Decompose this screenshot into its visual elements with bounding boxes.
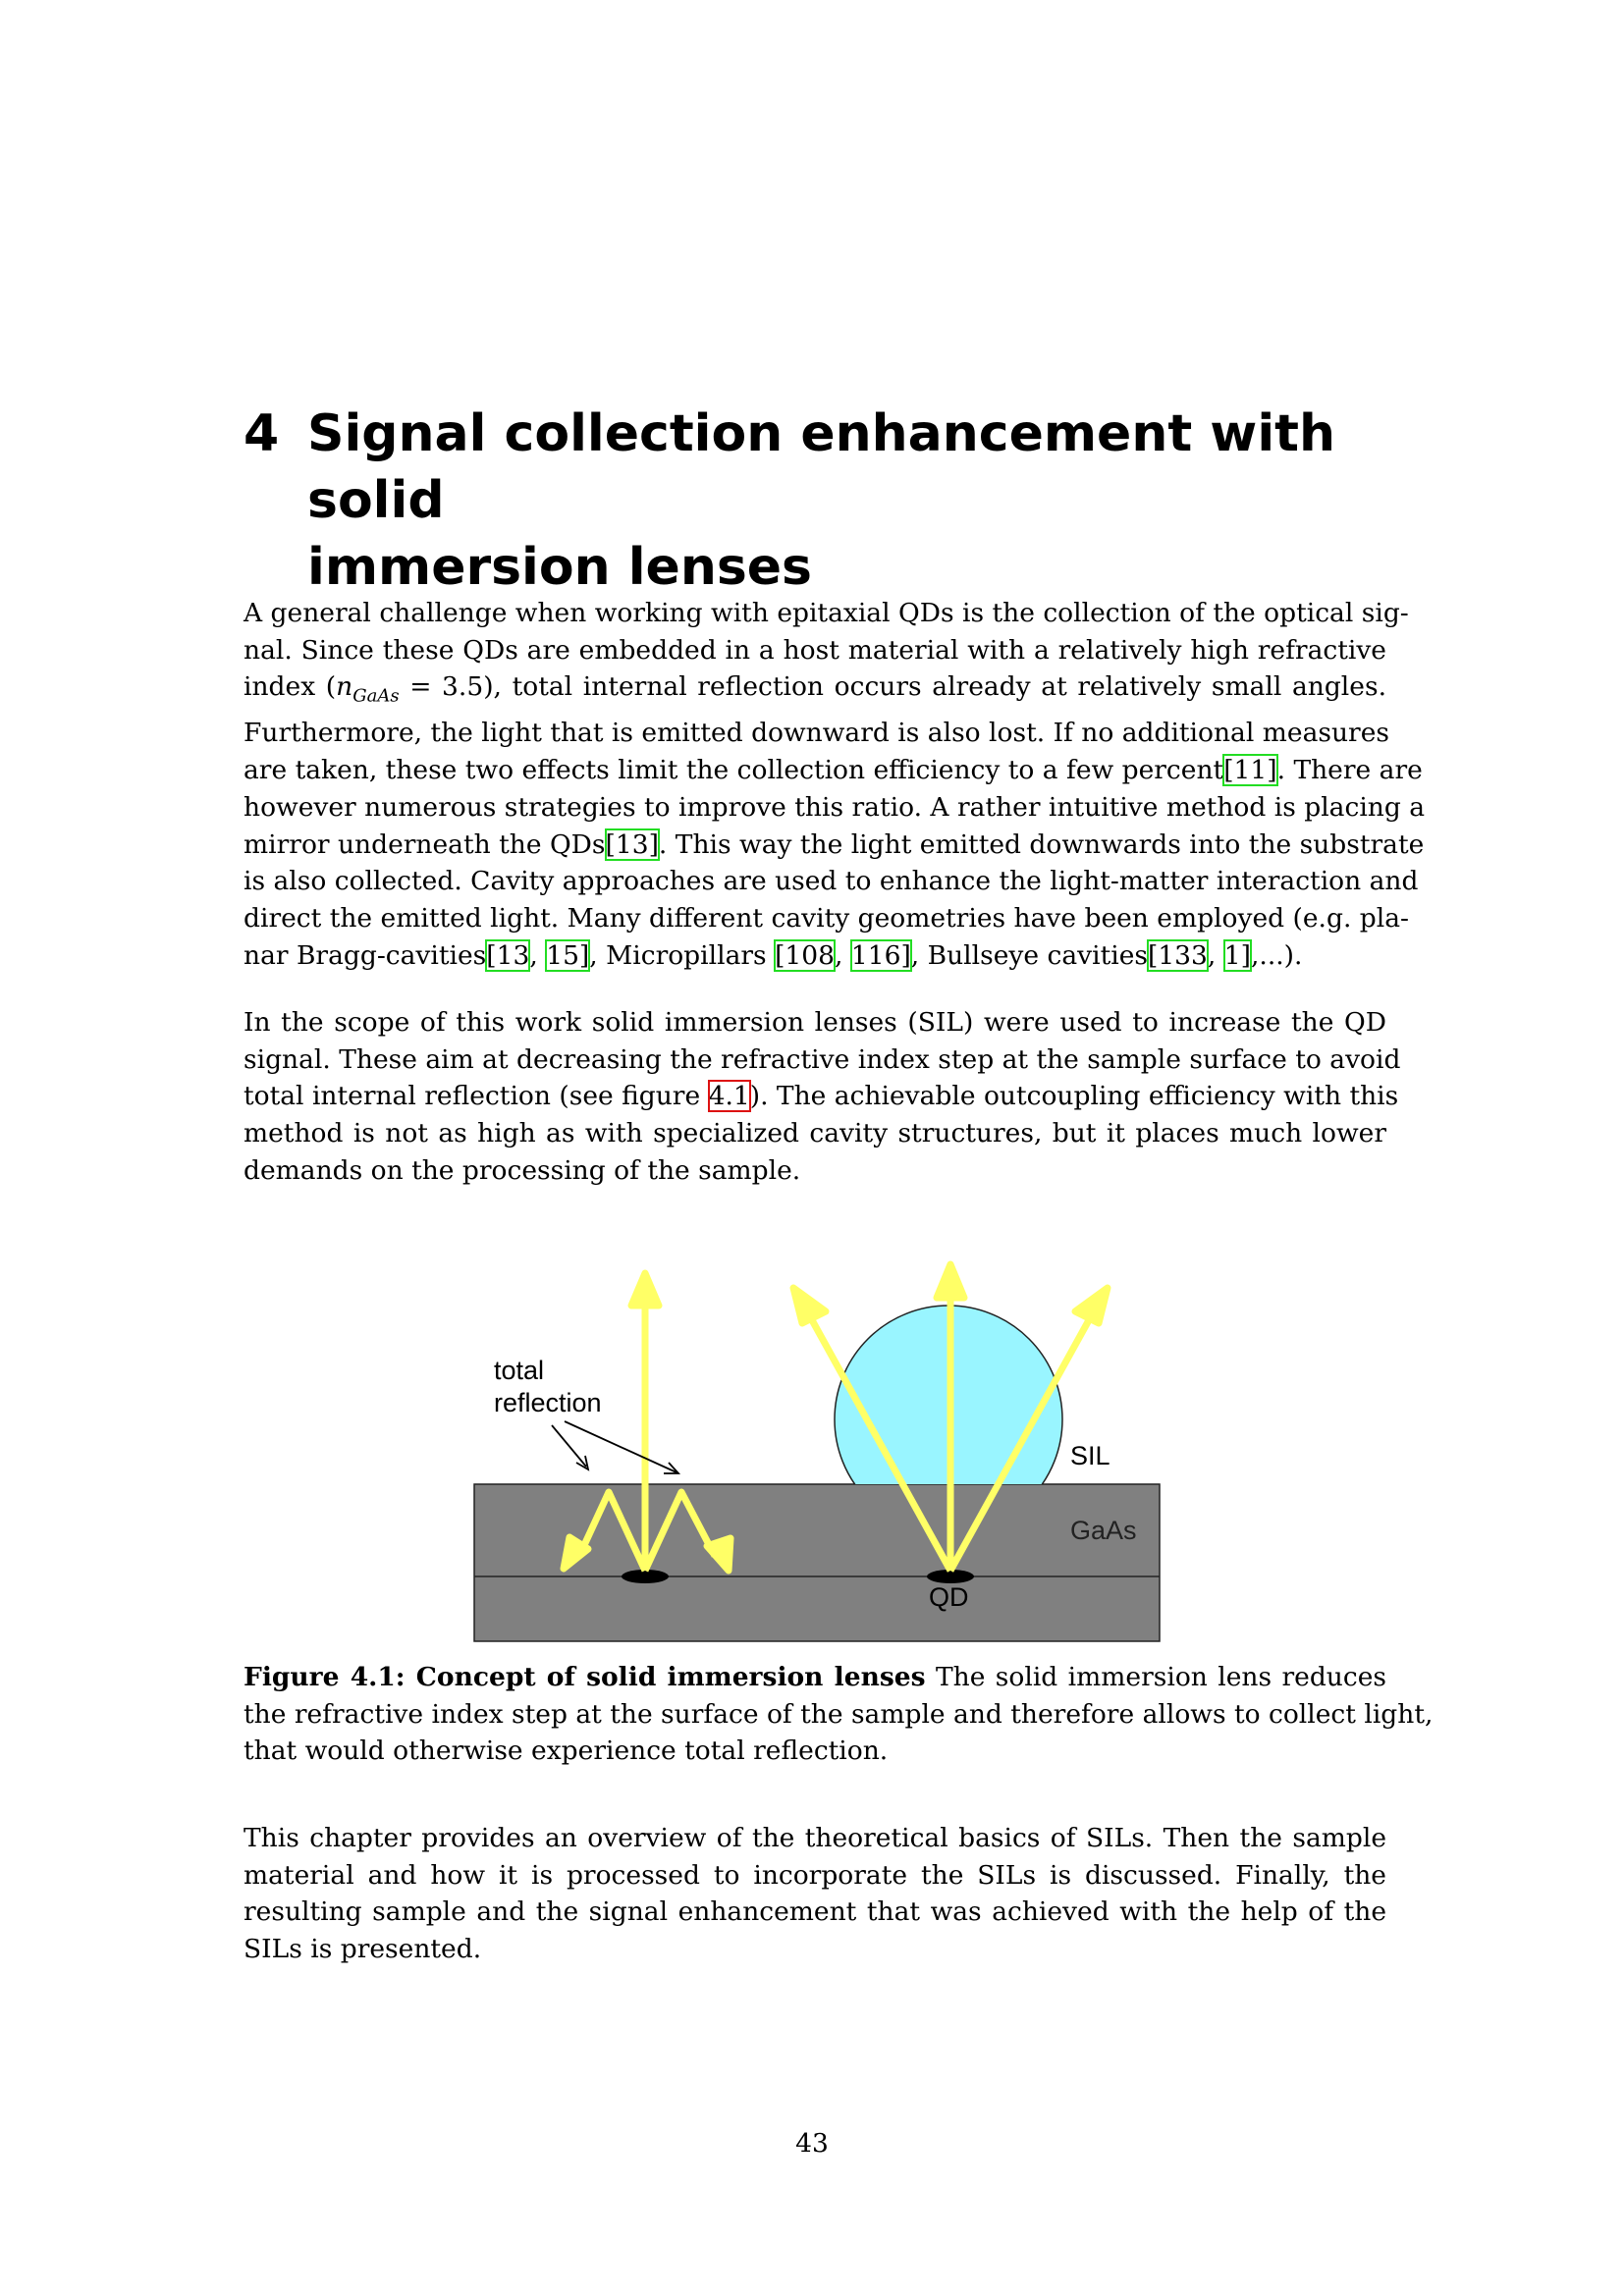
caption-line: the refractive index step at the surface of the sample and therefore allows to collect light, (244, 1698, 1434, 1730)
text-line: mirror underneath the QDs[13]. This way the light emitted downwards into the substrate (244, 828, 1425, 860)
citation-link[interactable]: [13 (486, 939, 530, 971)
citation-link[interactable]: 15] (546, 939, 590, 971)
text-line: signal. These aim at decreasing the refractive index step at the sample surface to avoid (244, 1043, 1401, 1075)
citation-link[interactable]: 116] (850, 939, 911, 971)
caption-label: Figure 4.1: Concept of solid immersion lenses (244, 1662, 926, 1692)
label-qd: QD (929, 1582, 969, 1612)
text-line: index $(n_{GaAs} = 3.5)$, total internal reflection occurs already at relatively small angles. (244, 671, 1386, 707)
paragraph-scope (244, 1004, 1401, 1190)
text-line: direct the emitted light. Many different cavity geometries have been employed (e.g. pla- (244, 902, 1409, 934)
citation-link[interactable]: [11] (1223, 755, 1277, 786)
text-line: nar Bragg-cavities[13, 15], Micropillars [108, 116], Bullseye cavities[133, 1],...). (244, 939, 1303, 971)
label-reflection: reflection (494, 1388, 602, 1417)
label-sil: SIL (1070, 1441, 1110, 1470)
citation-link[interactable]: [13] (605, 828, 659, 860)
quantum-dot-left (622, 1570, 669, 1583)
math-n: n (336, 671, 353, 703)
annotation-arrow (552, 1425, 586, 1467)
text-line: resulting sample and the signal enhancement that was achieved with the help of the (244, 1896, 1386, 1928)
caption-line: that would otherwise experience total reflection. (244, 1735, 889, 1767)
text-line: SILs is presented. (244, 1934, 482, 1965)
text-line: are taken, these two effects limit the collection efficiency to a few percent[11]. There are (244, 755, 1423, 786)
citation-link[interactable]: 1] (1223, 939, 1251, 971)
math-subscript: GaAs (352, 685, 400, 707)
text-line: Furthermore, the light that is emitted downward is also lost. If no additional measures (244, 718, 1389, 749)
chapter-title (307, 400, 1417, 601)
sil-concept-figure (461, 1247, 1168, 1649)
quantum-dot-right (927, 1570, 974, 1583)
page-number: 43 (795, 2128, 829, 2159)
text-line: is also collected. Cavity approaches are used to enhance the light-matter interaction and (244, 866, 1419, 897)
text-line: This chapter provides an overview of the theoretical basics of SILs. Then the sample (244, 1823, 1386, 1853)
chapter-title-line: immersion lenses (307, 538, 813, 597)
arrowhead (1075, 1288, 1108, 1323)
citation-link[interactable]: [133 (1147, 939, 1208, 971)
text-line: In the scope of this work solid immersion lenses (SIL) were used to increase the QD (244, 1007, 1386, 1038)
text-line: demands on the processing of the sample. (244, 1154, 801, 1186)
arrowhead (937, 1264, 964, 1298)
chapter-number: 4 (244, 404, 280, 463)
paragraph-intro (244, 595, 1426, 974)
chapter-title-line: Signal collection enhancement with solid (307, 404, 1336, 530)
arrowhead (793, 1288, 826, 1323)
figure-reference-link[interactable]: 4.1 (708, 1081, 750, 1112)
text-line: however numerous strategies to improve this ratio. A rather intuitive method is placing a (244, 791, 1426, 823)
text-line: total internal reflection (see figure 4.1). The achievable outcoupling efficiency with this (244, 1081, 1399, 1112)
paragraph-overview (244, 1820, 1386, 1968)
text-line: method is not as high as with specialized cavity structures, but it places much lower (244, 1118, 1386, 1149)
text-line: material and how it is processed to incorporate the SILs is discussed. Finally, the (244, 1859, 1386, 1891)
label-gaas: GaAs (1070, 1516, 1137, 1545)
label-total: total (494, 1356, 545, 1385)
figure-caption (244, 1659, 1434, 1770)
arrowhead (631, 1273, 659, 1306)
caption-line: Figure 4.1: Concept of solid immersion lenses The solid immersion lens reduces (244, 1662, 1386, 1692)
gaas-substrate (474, 1484, 1160, 1641)
citation-link[interactable]: [108 (775, 939, 835, 971)
annotation-arrows (552, 1421, 678, 1473)
text-line: nal. Since these QDs are embedded in a host material with a relatively high refractive (244, 634, 1386, 666)
text-line: A general challenge when working with epitaxial QDs is the collection of the optical sig- (244, 598, 1409, 628)
